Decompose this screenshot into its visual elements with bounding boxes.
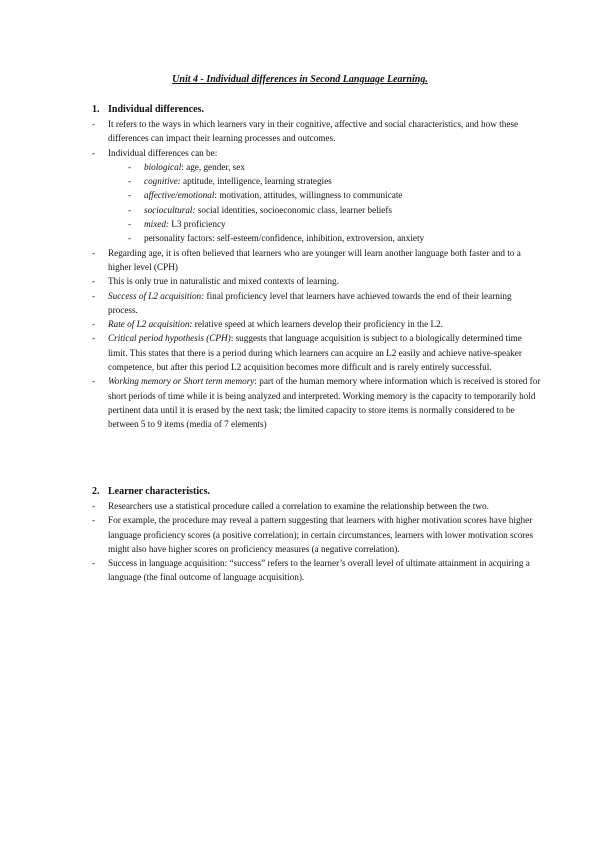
bullet-dash: - [92, 333, 96, 344]
item-text: social identities, socioeconomic class, learner beliefs [195, 204, 392, 215]
item-term: Critical period hypothesis (CPH) [108, 333, 231, 344]
bullet-dash: - [92, 515, 96, 526]
list-item [92, 317, 542, 331]
bullet-dash: - [92, 276, 96, 287]
list-item [92, 274, 542, 288]
sub-list-item [92, 217, 542, 231]
section-learner-characteristics [92, 485, 542, 585]
section-heading [92, 103, 542, 117]
list-item [92, 499, 542, 513]
list-item [92, 289, 542, 318]
page-title: Unit 4 - Individual differences in Second Language Learning. [172, 74, 428, 85]
item-text: L3 proficiency [169, 219, 226, 230]
list-item [92, 331, 542, 374]
item-text: Regarding age, it is often believed that learners who are younger will learn another language both faster and to a higher level (CPH) [108, 247, 521, 272]
section-heading-text: Learner characteristics. [108, 486, 210, 497]
list-item [92, 246, 542, 275]
bullet-dash: - [92, 290, 96, 301]
item-text: : age, gender, sex [181, 161, 245, 172]
bullet-dash: - [92, 247, 96, 258]
section-heading-text: Individual differences. [108, 104, 204, 115]
item-term: mixed: [144, 219, 169, 230]
sub-list-item [92, 160, 542, 174]
item-term: biological [144, 161, 182, 172]
item-text: It refers to the ways in which learners vary in their cognitive, affective and social characteristics, and how these differences can impact their learning processes and outcomes. [108, 119, 519, 144]
item-term: sociocultural: [144, 204, 196, 215]
item-text: Success in language acquisition: “success” refers to the learner’s overall level of ultimate attainment in acquiring a language (the final outcome of language acquisition). [108, 558, 530, 583]
item-text: Researchers use a statistical procedure called a correlation to examine the relationship between the two. [108, 501, 489, 511]
bullet-dash: - [92, 501, 96, 511]
list-item [92, 146, 542, 160]
bullet-dash: - [128, 233, 132, 244]
bullet-dash: - [92, 147, 96, 158]
list-item [92, 374, 542, 431]
item-term: Working memory or Short term memory [108, 376, 255, 387]
section-individual-differences [92, 103, 542, 432]
item-text: : suggests that language acquisition is subject to a biologically determined time limit. This states that there is a period during which learners can acquire an L2 easily and achieve native-speaker competence, but after this period L2 acquisition becomes more difficult and is rarely entirely successful. [108, 333, 522, 373]
sub-list-item [92, 203, 542, 217]
bullet-dash: - [128, 176, 132, 187]
item-term: cognitive: [144, 176, 181, 187]
item-text: aptitude, intelligence, learning strategies [180, 176, 332, 187]
list-item [92, 117, 542, 146]
item-term: Rate of L2 acquisition: [108, 319, 193, 330]
section-number: 1. [92, 104, 100, 115]
sub-list-item [92, 188, 542, 202]
bullet-dash: - [92, 119, 96, 129]
item-text: : part of the human memory where information which is received is stored for short periods of time while it is being analyzed and interpreted. Working memory is the capacity to temporarily hold pertinent data until it is erased by the next task; the limited capacity to store items is normally considered to be between 5 to 9 items (media of 7 elements) [108, 376, 541, 430]
bullet-dash: - [92, 319, 96, 330]
item-text: For example, the procedure may reveal a pattern suggesting that learners with higher motivation scores have higher language proficiency scores (a positive correlation); in certain circumstances, learners with lower motivation scores might also have higher scores on proficiency measures (a negative correlation). [108, 515, 534, 554]
item-text: : motivation, attitudes, willingness to communicate [214, 190, 403, 201]
section-number: 2. [92, 486, 100, 497]
item-term: Success of L2 acquisition: [108, 290, 205, 301]
list-item [92, 513, 542, 556]
item-text: This is only true in naturalistic and mixed contexts of learning. [108, 276, 339, 287]
sub-list-item [92, 231, 542, 245]
bullet-dash: - [128, 161, 132, 172]
sub-list-item [92, 174, 542, 188]
section-heading [92, 485, 542, 499]
bullet-dash: - [128, 204, 132, 215]
bullet-dash: - [128, 190, 132, 201]
bullet-dash: - [128, 219, 132, 230]
item-text: personality factors: self-esteem/confidence, inhibition, extroversion, anxiety [144, 233, 425, 244]
bullet-dash: - [92, 376, 96, 387]
list-item [92, 556, 542, 585]
bullet-dash: - [92, 558, 96, 569]
item-text: final proficiency level that learners have achieved towards the end of their learning process. [108, 290, 512, 315]
item-text: relative speed at which learners develop their proficiency in the L2. [192, 319, 443, 330]
item-term: affective/emotional [144, 190, 215, 201]
item-text: Individual differences can be: [108, 147, 218, 158]
